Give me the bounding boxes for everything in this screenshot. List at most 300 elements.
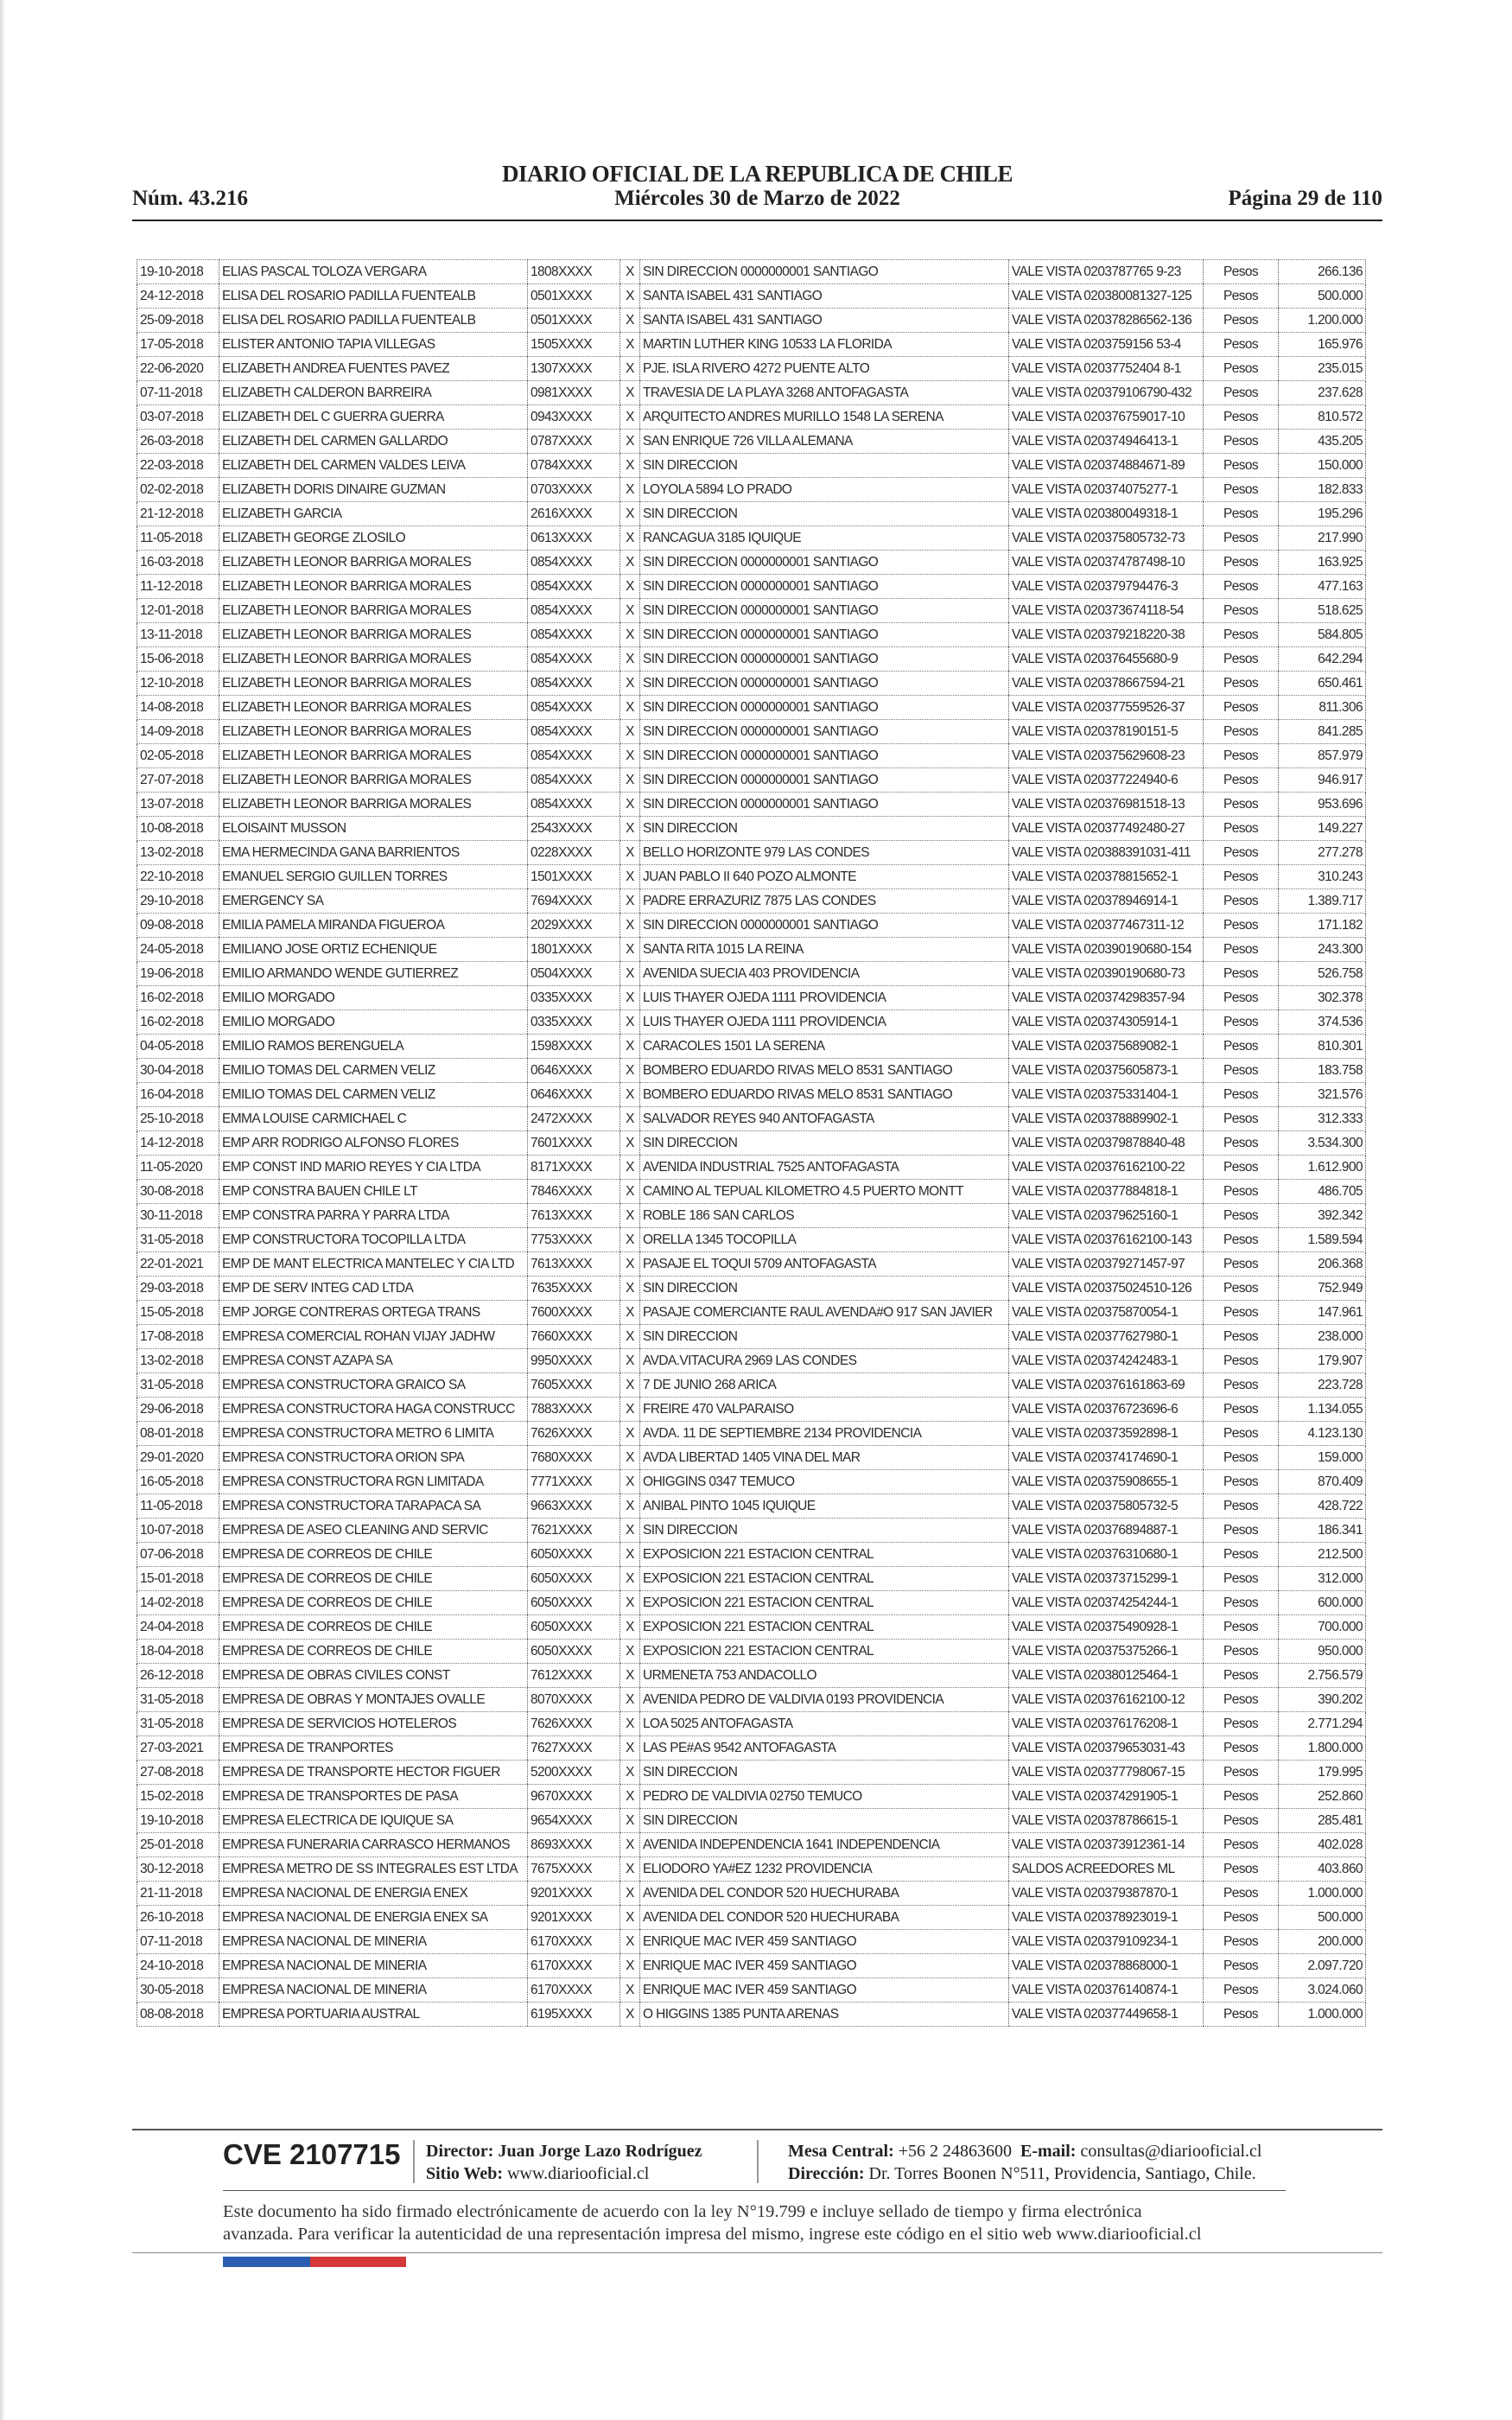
address-label: Dirección: [788, 2164, 865, 2183]
table-row [137, 1301, 1366, 1325]
cell-rut: 0504XXXX [528, 962, 620, 986]
cell-date: 25-01-2018 [137, 1833, 219, 1857]
cell-rut: 6170XXXX [528, 1930, 620, 1954]
table-row [137, 1882, 1366, 1906]
cell-date: 04-05-2018 [137, 1035, 219, 1059]
cell-rut: 0646XXXX [528, 1083, 620, 1107]
issue-number: Núm. 43.216 [132, 187, 249, 210]
cell-amount: 266.136 [1279, 260, 1366, 284]
cell-rut: 7626XXXX [528, 1422, 620, 1446]
table-row [137, 865, 1366, 889]
cell-amount: 186.341 [1279, 1519, 1366, 1543]
cell-amount: 810.572 [1279, 405, 1366, 430]
cell-currency: Pesos [1204, 1059, 1279, 1083]
cell-name: ELIZABETH GARCIA [219, 502, 528, 526]
cell-name: ELIZABETH CALDERON BARREIRA [219, 381, 528, 405]
footer-divider-bottom [132, 2252, 1382, 2253]
cell-mark: X [620, 1325, 640, 1349]
cell-mark: X [620, 1349, 640, 1373]
cell-mark: X [620, 962, 640, 986]
cell-amount: 650.461 [1279, 672, 1366, 696]
table-row [137, 1422, 1366, 1446]
cell-currency: Pesos [1204, 1882, 1279, 1906]
cell-amount: 2.097.720 [1279, 1954, 1366, 1978]
cell-amount: 147.961 [1279, 1301, 1366, 1325]
cell-document: VALE VISTA 020373715299-1 [1009, 1567, 1204, 1591]
cell-mark: X [620, 914, 640, 938]
cell-mark: X [620, 1059, 640, 1083]
cell-mark: X [620, 841, 640, 865]
cell-mark: X [620, 551, 640, 575]
table-row [137, 430, 1366, 454]
cell-currency: Pesos [1204, 526, 1279, 551]
cell-date: 17-05-2018 [137, 333, 219, 357]
cell-amount: 243.300 [1279, 938, 1366, 962]
cell-date: 15-02-2018 [137, 1785, 219, 1809]
table-row [137, 551, 1366, 575]
cell-mark: X [620, 1978, 640, 2003]
table-row [137, 1954, 1366, 1978]
cell-date: 24-04-2018 [137, 1615, 219, 1640]
cell-mark: X [620, 1083, 640, 1107]
cell-date: 27-03-2021 [137, 1736, 219, 1761]
cell-address: SIN DIRECCION [640, 1131, 1009, 1156]
cell-date: 19-10-2018 [137, 1809, 219, 1833]
cell-amount: 302.378 [1279, 986, 1366, 1010]
cell-address: OHIGGINS 0347 TEMUCO [640, 1470, 1009, 1494]
cell-document: VALE VISTA 020373674118-54 [1009, 599, 1204, 623]
cell-date: 11-05-2018 [137, 1494, 219, 1519]
cell-rut: 6170XXXX [528, 1954, 620, 1978]
cell-amount: 149.227 [1279, 817, 1366, 841]
email-link[interactable]: consultas@diariooficial.cl [1080, 2142, 1262, 2161]
cell-rut: 1801XXXX [528, 938, 620, 962]
cell-currency: Pesos [1204, 1422, 1279, 1446]
table-row [137, 1228, 1366, 1252]
cell-document: VALE VISTA 020375375266-1 [1009, 1640, 1204, 1664]
cell-rut: 7627XXXX [528, 1736, 620, 1761]
cell-date: 11-05-2018 [137, 526, 219, 551]
table-row [137, 1543, 1366, 1567]
cell-document: VALE VISTA 020378815652-1 [1009, 865, 1204, 889]
cell-currency: Pesos [1204, 1010, 1279, 1035]
cell-address: PJE. ISLA RIVERO 4272 PUENTE ALTO [640, 357, 1009, 381]
cell-name: EMILIO RAMOS BERENGUELA [219, 1035, 528, 1059]
cell-rut: 7605XXXX [528, 1373, 620, 1398]
table-row [137, 793, 1366, 817]
cell-address: BOMBERO EDUARDO RIVAS MELO 8531 SANTIAGO [640, 1083, 1009, 1107]
cell-amount: 477.163 [1279, 575, 1366, 599]
table-row [137, 1277, 1366, 1301]
cell-name: EMPRESA CONSTRUCTORA GRAICO SA [219, 1373, 528, 1398]
cell-address: SALVADOR REYES 940 ANTOFAGASTA [640, 1107, 1009, 1131]
cell-currency: Pesos [1204, 478, 1279, 502]
cell-currency: Pesos [1204, 1228, 1279, 1252]
cell-document: VALE VISTA 020376310680-1 [1009, 1543, 1204, 1567]
cell-currency: Pesos [1204, 1591, 1279, 1615]
cell-address: EXPOSICION 221 ESTACION CENTRAL [640, 1567, 1009, 1591]
cell-document: VALE VISTA 020378190151-5 [1009, 720, 1204, 744]
table-row [137, 1688, 1366, 1712]
cell-date: 31-05-2018 [137, 1712, 219, 1736]
cell-currency: Pesos [1204, 1131, 1279, 1156]
cell-document: VALE VISTA 020377449658-1 [1009, 2003, 1204, 2027]
cell-mark: X [620, 1567, 640, 1591]
cell-date: 24-12-2018 [137, 284, 219, 309]
cell-date: 13-07-2018 [137, 793, 219, 817]
cell-document: VALE VISTA 020375805732-5 [1009, 1494, 1204, 1519]
cell-mark: X [620, 1180, 640, 1204]
cell-address: SIN DIRECCION 0000000001 SANTIAGO [640, 575, 1009, 599]
cell-address: AVENIDA INDUSTRIAL 7525 ANTOFAGASTA [640, 1156, 1009, 1180]
cell-mark: X [620, 1688, 640, 1712]
cell-name: EMPRESA NACIONAL DE MINERIA [219, 1930, 528, 1954]
table-row [137, 260, 1366, 284]
cell-amount: 1.000.000 [1279, 1882, 1366, 1906]
cell-address: SIN DIRECCION [640, 1809, 1009, 1833]
cell-currency: Pesos [1204, 333, 1279, 357]
cell-document: VALE VISTA 020376162100-143 [1009, 1228, 1204, 1252]
cell-amount: 435.205 [1279, 430, 1366, 454]
cell-date: 03-07-2018 [137, 405, 219, 430]
cell-amount: 870.409 [1279, 1470, 1366, 1494]
cell-rut: 1598XXXX [528, 1035, 620, 1059]
page-edge [0, 0, 5, 2420]
cell-document: VALE VISTA 020377224940-6 [1009, 768, 1204, 793]
cell-name: EMMA LOUISE CARMICHAEL C [219, 1107, 528, 1131]
table-row [137, 1857, 1366, 1882]
cell-address: ORELLA 1345 TOCOPILLA [640, 1228, 1009, 1252]
cell-name: EMPRESA METRO DE SS INTEGRALES EST LTDA [219, 1857, 528, 1882]
cell-name: ELIZABETH LEONOR BARRIGA MORALES [219, 793, 528, 817]
table-row [137, 599, 1366, 623]
table-row [137, 841, 1366, 865]
cell-date: 24-05-2018 [137, 938, 219, 962]
cell-amount: 195.296 [1279, 502, 1366, 526]
cell-name: ELIZABETH LEONOR BARRIGA MORALES [219, 744, 528, 768]
cell-rut: 9950XXXX [528, 1349, 620, 1373]
cell-currency: Pesos [1204, 1567, 1279, 1591]
cell-rut: 7626XXXX [528, 1712, 620, 1736]
cell-currency: Pesos [1204, 1083, 1279, 1107]
table-row [137, 1567, 1366, 1591]
cell-document: VALE VISTA 020380049318-1 [1009, 502, 1204, 526]
cell-date: 30-11-2018 [137, 1204, 219, 1228]
cell-document: VALE VISTA 020375490928-1 [1009, 1615, 1204, 1640]
cell-address: EXPOSICION 221 ESTACION CENTRAL [640, 1591, 1009, 1615]
cell-date: 08-08-2018 [137, 2003, 219, 2027]
table-row [137, 623, 1366, 647]
cell-address: TRAVESIA DE LA PLAYA 3268 ANTOFAGASTA [640, 381, 1009, 405]
cell-rut: 0613XXXX [528, 526, 620, 551]
cell-rut: 9201XXXX [528, 1906, 620, 1930]
cell-mark: X [620, 1664, 640, 1688]
cell-mark: X [620, 309, 640, 333]
cell-document: VALE VISTA 020379794476-3 [1009, 575, 1204, 599]
cell-mark: X [620, 1519, 640, 1543]
cell-document: VALE VISTA 020378667594-21 [1009, 672, 1204, 696]
cell-amount: 841.285 [1279, 720, 1366, 744]
cell-name: ELIZABETH LEONOR BARRIGA MORALES [219, 575, 528, 599]
cell-amount: 946.917 [1279, 768, 1366, 793]
table-row [137, 1519, 1366, 1543]
table-row [137, 478, 1366, 502]
cell-mark: X [620, 284, 640, 309]
cell-document: VALE VISTA 020374242483-1 [1009, 1349, 1204, 1373]
cell-address: CARACOLES 1501 LA SERENA [640, 1035, 1009, 1059]
cell-date: 25-10-2018 [137, 1107, 219, 1131]
cell-currency: Pesos [1204, 1035, 1279, 1059]
cell-date: 27-07-2018 [137, 768, 219, 793]
table-row [137, 1615, 1366, 1640]
cell-mark: X [620, 1228, 640, 1252]
cell-rut: 0854XXXX [528, 672, 620, 696]
cell-rut: 0703XXXX [528, 478, 620, 502]
cell-mark: X [620, 454, 640, 478]
cell-mark: X [620, 1543, 640, 1567]
cell-name: ELIZABETH LEONOR BARRIGA MORALES [219, 672, 528, 696]
cell-rut: 0854XXXX [528, 744, 620, 768]
table-row [137, 696, 1366, 720]
cell-currency: Pesos [1204, 1712, 1279, 1736]
cve-code: CVE 2107715 [223, 2138, 401, 2170]
cell-date: 07-11-2018 [137, 1930, 219, 1954]
cell-date: 02-05-2018 [137, 744, 219, 768]
cell-name: EMP CONSTRA BAUEN CHILE LT [219, 1180, 528, 1204]
cell-currency: Pesos [1204, 1615, 1279, 1640]
cell-mark: X [620, 1373, 640, 1398]
site-label: Sitio Web: [426, 2164, 504, 2183]
cell-address: PASAJE COMERCIANTE RAUL AVENDA#O 917 SAN JAVIER [640, 1301, 1009, 1325]
cell-document: VALE VISTA 020379625160-1 [1009, 1204, 1204, 1228]
cell-document: VALE VISTA 020379271457-97 [1009, 1252, 1204, 1277]
cell-amount: 165.976 [1279, 333, 1366, 357]
cell-rut: 0854XXXX [528, 623, 620, 647]
cell-rut: 6170XXXX [528, 1978, 620, 2003]
cell-mark: X [620, 817, 640, 841]
cell-currency: Pesos [1204, 793, 1279, 817]
cell-date: 07-06-2018 [137, 1543, 219, 1567]
cell-address: LOYOLA 5894 LO PRADO [640, 478, 1009, 502]
cell-mark: X [620, 1640, 640, 1664]
cell-name: EMPRESA COMERCIAL ROHAN VIJAY JADHW [219, 1325, 528, 1349]
cell-document: VALE VISTA 020377467311-12 [1009, 914, 1204, 938]
cell-mark: X [620, 865, 640, 889]
cell-rut: 7601XXXX [528, 1131, 620, 1156]
cell-mark: X [620, 2003, 640, 2027]
cell-document: VALE VISTA 020375908655-1 [1009, 1470, 1204, 1494]
cell-document: VALE VISTA 020374298357-94 [1009, 986, 1204, 1010]
legal-notice [223, 2200, 1312, 2245]
cell-address: SIN DIRECCION 0000000001 SANTIAGO [640, 744, 1009, 768]
cell-name: ELIZABETH LEONOR BARRIGA MORALES [219, 551, 528, 575]
cell-name: ELIZABETH LEONOR BARRIGA MORALES [219, 599, 528, 623]
cell-address: SANTA ISABEL 431 SANTIAGO [640, 284, 1009, 309]
cell-date: 21-11-2018 [137, 1882, 219, 1906]
cell-address: SIN DIRECCION [640, 817, 1009, 841]
cell-date: 12-01-2018 [137, 599, 219, 623]
cell-mark: X [620, 938, 640, 962]
table-row [137, 1640, 1366, 1664]
cell-mark: X [620, 1930, 640, 1954]
cell-address: ROBLE 186 SAN CARLOS [640, 1204, 1009, 1228]
cell-address: ELIODORO YA#EZ 1232 PROVIDENCIA [640, 1857, 1009, 1882]
cell-currency: Pesos [1204, 2003, 1279, 2027]
cell-mark: X [620, 1470, 640, 1494]
footer-separator [757, 2140, 759, 2183]
table-row [137, 1978, 1366, 2003]
registry-table-body [137, 260, 1366, 2027]
cell-document: VALE VISTA 020375870054-1 [1009, 1301, 1204, 1325]
cell-address: ANIBAL PINTO 1045 IQUIQUE [640, 1494, 1009, 1519]
cell-currency: Pesos [1204, 865, 1279, 889]
table-row [137, 1809, 1366, 1833]
table-row [137, 526, 1366, 551]
table-row [137, 962, 1366, 986]
cell-document: VALE VISTA 020374254244-1 [1009, 1591, 1204, 1615]
cell-document: VALE VISTA 020378868000-1 [1009, 1954, 1204, 1978]
cell-currency: Pesos [1204, 1446, 1279, 1470]
table-row [137, 647, 1366, 672]
site-link[interactable]: www.diariooficial.cl [507, 2164, 650, 2183]
cell-document: VALE VISTA 020379109234-1 [1009, 1930, 1204, 1954]
cell-currency: Pesos [1204, 405, 1279, 430]
cell-name: EMPRESA DE SERVICIOS HOTELEROS [219, 1712, 528, 1736]
cell-currency: Pesos [1204, 1930, 1279, 1954]
cell-currency: Pesos [1204, 889, 1279, 914]
registry-table-container [137, 259, 1363, 2027]
cell-rut: 0854XXXX [528, 551, 620, 575]
cell-currency: Pesos [1204, 1252, 1279, 1277]
cell-address: SIN DIRECCION 0000000001 SANTIAGO [640, 914, 1009, 938]
cell-currency: Pesos [1204, 1978, 1279, 2003]
mesa-phone: +56 2 24863600 [898, 2142, 1013, 2161]
cell-address: BOMBERO EDUARDO RIVAS MELO 8531 SANTIAGO [640, 1059, 1009, 1083]
table-row [137, 1398, 1366, 1422]
cell-date: 09-08-2018 [137, 914, 219, 938]
cell-amount: 183.758 [1279, 1059, 1366, 1083]
table-row [137, 1180, 1366, 1204]
cell-rut: 7660XXXX [528, 1325, 620, 1349]
cell-amount: 500.000 [1279, 1906, 1366, 1930]
cell-document: VALE VISTA 0203787765 9-23 [1009, 260, 1204, 284]
cell-document: VALE VISTA 020375331404-1 [1009, 1083, 1204, 1107]
cell-amount: 235.015 [1279, 357, 1366, 381]
cell-currency: Pesos [1204, 284, 1279, 309]
cell-date: 14-08-2018 [137, 696, 219, 720]
cell-mark: X [620, 599, 640, 623]
cell-rut: 7675XXXX [528, 1857, 620, 1882]
table-row [137, 309, 1366, 333]
cell-currency: Pesos [1204, 1543, 1279, 1567]
cell-amount: 179.995 [1279, 1761, 1366, 1785]
cell-date: 31-05-2018 [137, 1228, 219, 1252]
page-header [132, 161, 1382, 213]
cell-address: SIN DIRECCION [640, 454, 1009, 478]
cell-document: VALE VISTA 020376176208-1 [1009, 1712, 1204, 1736]
cell-rut: 9201XXXX [528, 1882, 620, 1906]
page-number: Página 29 de 110 [1228, 187, 1382, 210]
table-row [137, 914, 1366, 938]
cell-mark: X [620, 430, 640, 454]
cell-document: SALDOS ACREEDORES ML [1009, 1857, 1204, 1882]
cell-name: ELIZABETH LEONOR BARRIGA MORALES [219, 720, 528, 744]
cell-amount: 752.949 [1279, 1277, 1366, 1301]
cell-mark: X [620, 1422, 640, 1446]
cell-mark: X [620, 1156, 640, 1180]
table-row [137, 1059, 1366, 1083]
cell-document: VALE VISTA 020376894887-1 [1009, 1519, 1204, 1543]
cell-amount: 374.536 [1279, 1010, 1366, 1035]
table-row [137, 284, 1366, 309]
cell-amount: 857.979 [1279, 744, 1366, 768]
cell-mark: X [620, 1107, 640, 1131]
table-row [137, 986, 1366, 1010]
cell-address: AVENIDA PEDRO DE VALDIVIA 0193 PROVIDENCIA [640, 1688, 1009, 1712]
cell-date: 31-05-2018 [137, 1373, 219, 1398]
cell-date: 22-06-2020 [137, 357, 219, 381]
cell-document: VALE VISTA 020380125464-1 [1009, 1664, 1204, 1688]
cell-rut: 7600XXXX [528, 1301, 620, 1325]
cell-name: EMPRESA CONSTRUCTORA METRO 6 LIMITA [219, 1422, 528, 1446]
cell-address: SIN DIRECCION [640, 1519, 1009, 1543]
table-row [137, 1736, 1366, 1761]
cell-rut: 1505XXXX [528, 333, 620, 357]
cell-amount: 171.182 [1279, 914, 1366, 938]
cell-amount: 2.771.294 [1279, 1712, 1366, 1736]
cell-mark: X [620, 1761, 640, 1785]
cell-rut: 7613XXXX [528, 1252, 620, 1277]
cell-address: SANTA ISABEL 431 SANTIAGO [640, 309, 1009, 333]
cell-rut: 7846XXXX [528, 1180, 620, 1204]
table-row [137, 1156, 1366, 1180]
cell-rut: 1501XXXX [528, 865, 620, 889]
cell-amount: 810.301 [1279, 1035, 1366, 1059]
cell-document: VALE VISTA 020379218220-38 [1009, 623, 1204, 647]
cell-rut: 0335XXXX [528, 986, 620, 1010]
cell-name: EMPRESA DE CORREOS DE CHILE [219, 1640, 528, 1664]
cell-name: ELIAS PASCAL TOLOZA VERGARA [219, 260, 528, 284]
cell-mark: X [620, 1591, 640, 1615]
cell-rut: 6050XXXX [528, 1543, 620, 1567]
cell-currency: Pesos [1204, 1833, 1279, 1857]
cell-currency: Pesos [1204, 1954, 1279, 1978]
cell-amount: 486.705 [1279, 1180, 1366, 1204]
cell-document: VALE VISTA 020377798067-15 [1009, 1761, 1204, 1785]
cell-address: SIN DIRECCION 0000000001 SANTIAGO [640, 672, 1009, 696]
cell-name: EMPRESA DE CORREOS DE CHILE [219, 1567, 528, 1591]
cell-document: VALE VISTA 020373592898-1 [1009, 1422, 1204, 1446]
cell-mark: X [620, 696, 640, 720]
cell-document: VALE VISTA 020377884818-1 [1009, 1180, 1204, 1204]
cell-currency: Pesos [1204, 551, 1279, 575]
table-row [137, 405, 1366, 430]
cell-amount: 3.534.300 [1279, 1131, 1366, 1156]
cell-mark: X [620, 1301, 640, 1325]
cell-rut: 0854XXXX [528, 720, 620, 744]
cell-name: ELIZABETH LEONOR BARRIGA MORALES [219, 647, 528, 672]
cell-amount: 428.722 [1279, 1494, 1366, 1519]
cell-amount: 182.833 [1279, 478, 1366, 502]
cell-document: VALE VISTA 020377492480-27 [1009, 817, 1204, 841]
cell-amount: 1.612.900 [1279, 1156, 1366, 1180]
issue-date: Miércoles 30 de Marzo de 2022 [614, 187, 900, 210]
cell-amount: 4.123.130 [1279, 1422, 1366, 1446]
cell-date: 19-06-2018 [137, 962, 219, 986]
cell-mark: X [620, 1857, 640, 1882]
cell-amount: 2.756.579 [1279, 1664, 1366, 1688]
cell-name: EMPRESA DE OBRAS Y MONTAJES OVALLE [219, 1688, 528, 1712]
